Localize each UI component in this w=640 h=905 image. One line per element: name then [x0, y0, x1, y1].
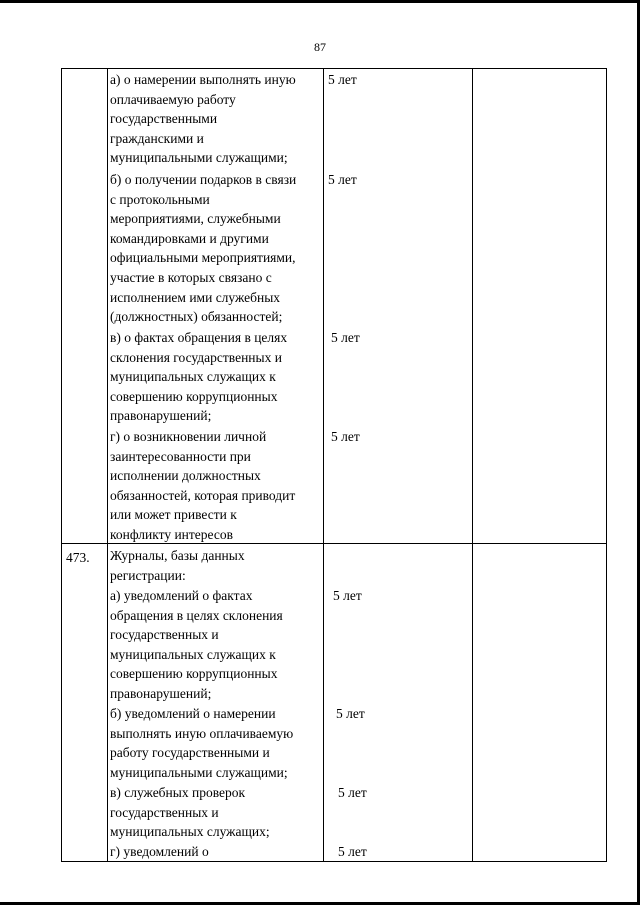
table-border-left: [61, 68, 62, 862]
table-border-top: [61, 68, 607, 69]
column-divider-1: [107, 68, 108, 862]
table-border-right: [606, 68, 607, 862]
item-text: а) о намерении выполнять иную оплачиваемую работу государственными гражданскими и муниципальными служащими;: [110, 72, 296, 166]
item-text: б) о получении подарков в связи с протокольными мероприятиями, служебными командировками и другими официальными мероприятиями, участие в которых связано с исполнением ими служебных (должностных) обязанностей;: [110, 172, 297, 325]
storage-term: 5 лет: [328, 72, 357, 87]
storage-term: 5 лет: [328, 172, 357, 187]
scan-border-top: [0, 0, 640, 3]
storage-term: 5 лет: [331, 429, 360, 444]
row-heading: Журналы, базы данных регистрации:: [110, 548, 245, 583]
item-text: б) уведомлений о намерении выполнять иную оплачиваемую работу государственными и муниципальными служащими;: [110, 706, 294, 780]
page-number: 87: [314, 40, 326, 54]
storage-term: 5 лет: [331, 330, 360, 345]
column-divider-3: [472, 68, 473, 862]
item-text: г) уведомлений о: [110, 844, 209, 859]
storage-term: 5 лет: [333, 588, 362, 603]
storage-term: 5 лет: [338, 785, 367, 800]
item-text: в) о фактах обращения в целях склонения государственных и муниципальных служащих к совершению коррупционных правонарушений;: [110, 330, 288, 424]
storage-term: 5 лет: [338, 844, 367, 859]
item-text: в) служебных проверок государственных и муниципальных служащих;: [110, 785, 270, 840]
item-text: а) уведомлений о фактах обращения в целях склонения государственных и муниципальных служащих к совершению коррупционных правонарушений;: [110, 588, 283, 701]
storage-term: 5 лет: [336, 706, 365, 721]
row-number: 473.: [66, 550, 90, 565]
item-text: г) о возникновении личной заинтересованности при исполнении должностных обязанностей, которая приводит или может привести к конфликту интересов: [110, 429, 296, 542]
